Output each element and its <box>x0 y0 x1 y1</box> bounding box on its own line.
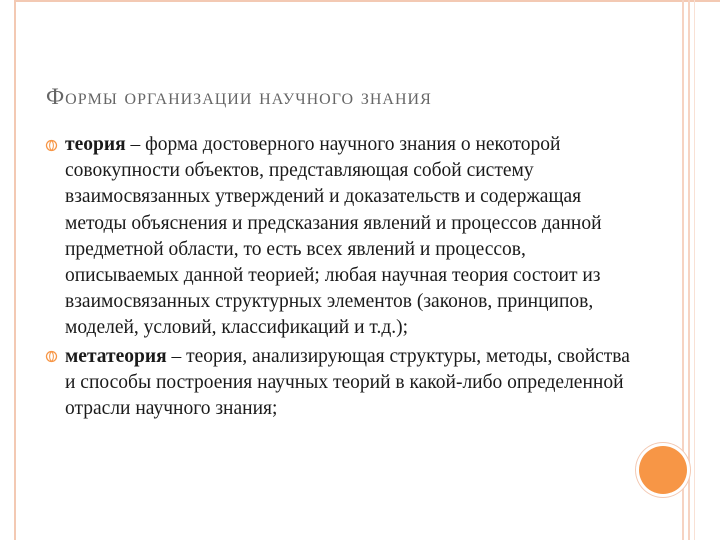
decorative-circle <box>639 446 687 494</box>
term: метатеория <box>65 345 167 367</box>
frame-left-line <box>14 0 16 540</box>
slide-title: Формы организации научного знания <box>46 84 432 109</box>
definition: – форма достоверного научного знания о некоторой совокупности объектов, представляющая собой систему взаимосвязанных утверждений и доказательств и содержащая методы объяснения и предсказания явлений и процессов данной предметной области, то есть всех явлений и процессов, описываемых данной теорией; любая научная теория состоит из взаимосвязанных структурных элементов (законов, принципов, моделей, условий, классификаций и т.д.); <box>65 134 602 339</box>
frame-right-line <box>688 0 690 540</box>
ornament-bullet-icon <box>43 344 59 370</box>
ornament-bullet-icon <box>43 132 59 158</box>
bullet-list <box>43 132 643 423</box>
list-item <box>43 344 643 423</box>
list-item <box>43 132 643 342</box>
frame-top-line <box>14 0 720 2</box>
frame-right-line <box>694 0 695 540</box>
definition: – теория, анализирующая структуры, методы, свойства и способы построения научных теорий в какой-либо определенной отрасли научного знания; <box>65 345 630 420</box>
term: теория <box>65 134 126 155</box>
